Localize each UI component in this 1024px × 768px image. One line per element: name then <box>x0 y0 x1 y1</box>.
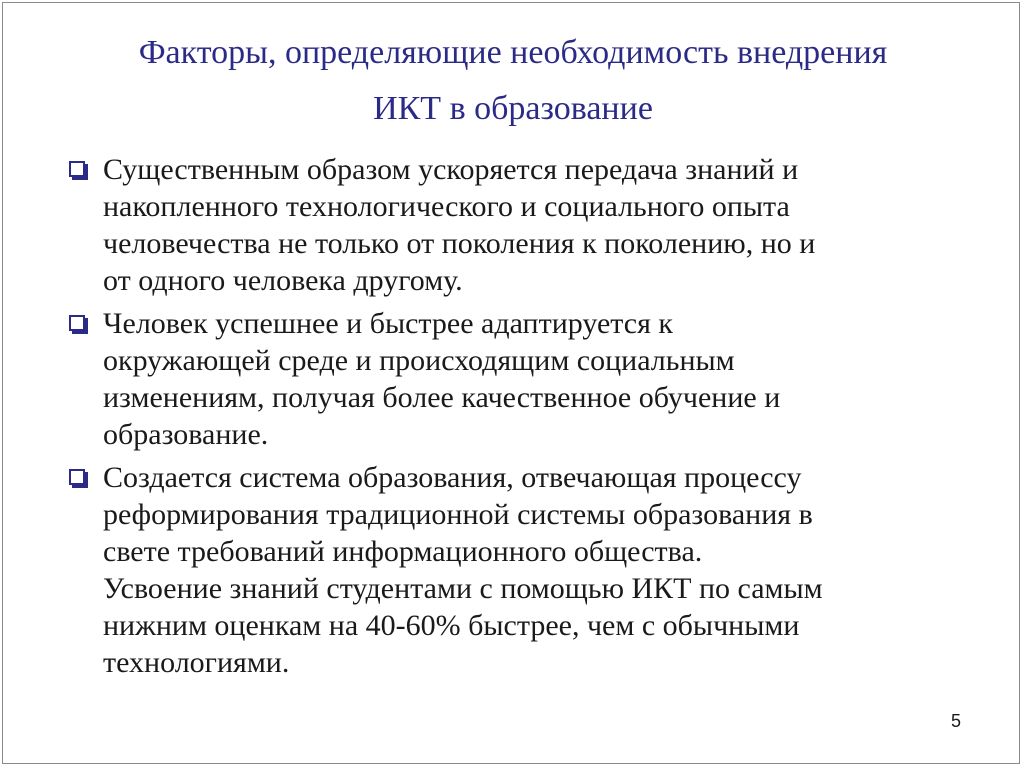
bullet-1-line-4: от одного человека другому. <box>103 264 463 297</box>
bullet-2-line-4: образование. <box>103 418 269 451</box>
bullet-3-line-4: Усвоение знаний студентами с помощью ИКТ по самым <box>103 572 823 605</box>
checkbox-icon <box>69 469 85 485</box>
bullet-3-line-6: технологиями. <box>103 646 290 679</box>
checkbox-icon <box>69 161 85 177</box>
bullet-3-line-1: Создается система образования, отвечающая процессу <box>103 461 802 494</box>
bullet-item-3 <box>67 459 967 681</box>
bullet-3-line-5: нижним оценкам на 40-60% быстрее, чем с обычными <box>103 609 800 642</box>
bullet-2-line-2: окружающей среде и происходящим социальным <box>103 344 735 377</box>
bullet-item-1 <box>67 151 967 299</box>
bullet-3-line-2: реформирования традиционной системы образования в <box>103 498 813 531</box>
bullet-1-line-2: накопленного технологического и социального опыта <box>103 190 790 223</box>
slide-frame <box>2 2 1020 764</box>
checkbox-icon <box>69 315 85 331</box>
bullet-2-line-3: изменениям, получая более качественное обучение и <box>103 381 781 414</box>
bullet-list <box>67 151 967 687</box>
slide-title-line-2: ИКТ в образование <box>373 90 653 127</box>
bullet-1-line-3: человечества не только от поколения к поколению, но и <box>103 227 816 260</box>
bullet-2-line-1: Человек успешнее и быстрее адаптируется к <box>103 307 673 340</box>
slide-title-line-1: Факторы, определяющие необходимость внедрения <box>138 34 888 71</box>
slide-title <box>43 25 983 137</box>
bullet-3-line-3: свете требований информационного общества. <box>103 535 703 568</box>
bullet-1-line-1: Существенным образом ускоряется передача знаний и <box>103 153 799 186</box>
bullet-item-2 <box>67 305 967 453</box>
page-number: 5 <box>950 711 961 731</box>
